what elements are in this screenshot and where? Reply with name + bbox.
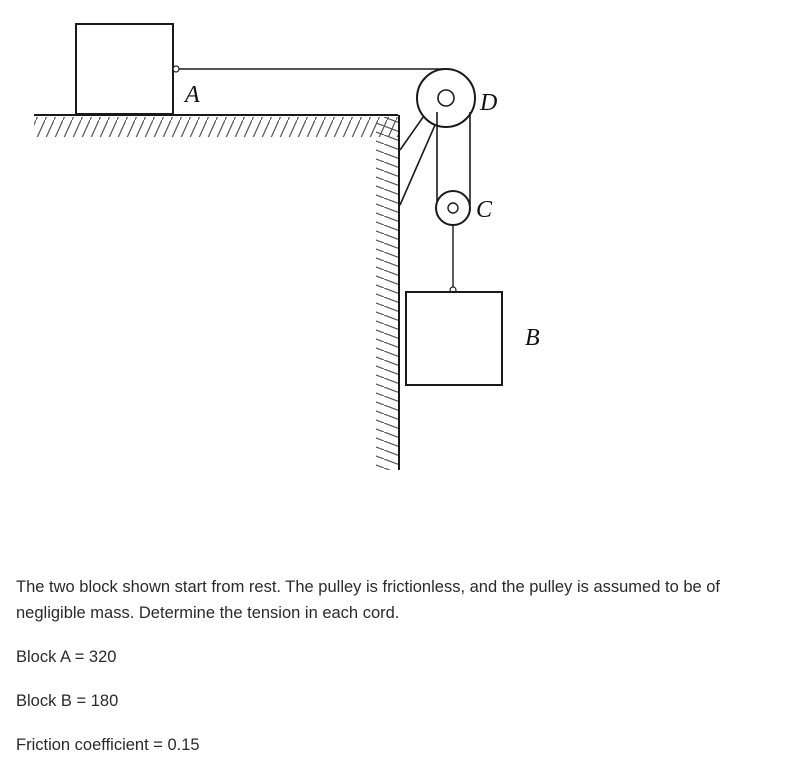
pulley-d (417, 69, 475, 127)
label-d: D (480, 90, 498, 116)
vertical-wall (376, 115, 399, 470)
pulley-d-axle (438, 90, 454, 106)
given-block-b: Block B = 180 (16, 692, 119, 710)
problem-statement: The two block shown start from rest. The pulley is frictionless, and the pulley is assumed to be of negligible mass. Determine the tension in each cord. (16, 578, 721, 622)
block-a-hook (173, 66, 179, 72)
block-a (76, 24, 173, 114)
problem-text (16, 574, 776, 776)
label-c: C (476, 197, 493, 223)
given-friction-coefficient: Friction coefficient = 0.15 (16, 736, 200, 754)
given-block-a: Block A = 320 (16, 648, 117, 666)
pulley-c (436, 191, 470, 225)
block-b (406, 292, 502, 385)
floor-hatching (34, 117, 398, 137)
pulley-c-axle (448, 203, 458, 213)
horizontal-surface (34, 115, 398, 137)
label-b: B (525, 325, 540, 351)
label-a: A (185, 82, 200, 108)
wall-hatching (376, 117, 398, 470)
